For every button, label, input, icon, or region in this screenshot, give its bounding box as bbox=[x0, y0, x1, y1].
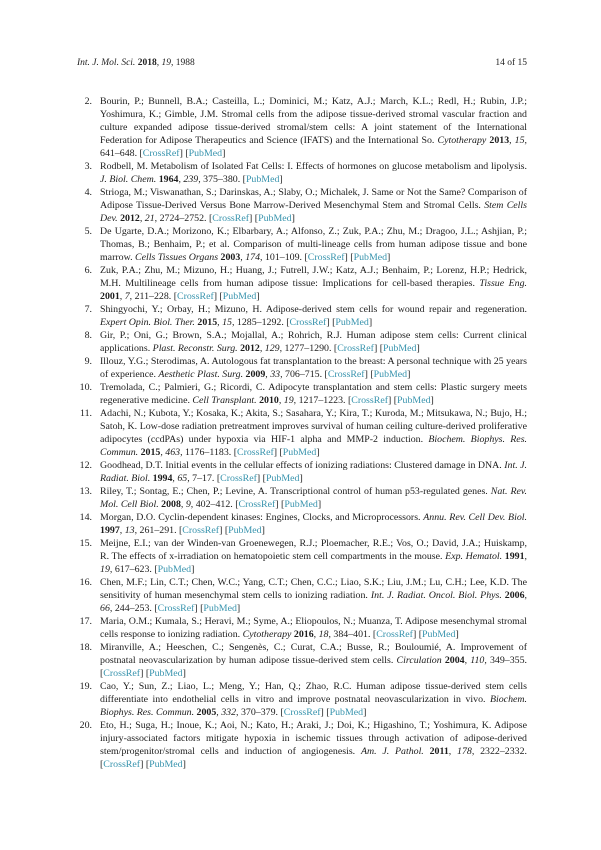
pubmed-link[interactable]: PubMed bbox=[282, 447, 317, 458]
text-segment: Tissue Eng. bbox=[479, 278, 527, 289]
reference-list bbox=[77, 95, 527, 771]
text-segment: 2015 bbox=[140, 447, 161, 458]
running-head-journal bbox=[77, 57, 195, 69]
text-segment: 9 bbox=[185, 499, 191, 510]
text-segment: Adachi, N.; Kubota, Y.; Kosaka, K.; Akita, S.; Sasahara, Y.; Kira, T.; Kuroda, M.; Mitsukawa, N.; Bujo, H.; Satoh, K. Low-dose radiation pretreatment improves survival of human ceiling culture-derived proliferative adipocytes (ccdPAs) under hypoxia via HIF-1 alpha and MMP-2 induction. bbox=[100, 408, 527, 445]
text-segment: 2012 bbox=[240, 343, 260, 354]
crossref-link[interactable]: CrossRef bbox=[176, 291, 214, 302]
text-segment: ] [ bbox=[256, 473, 266, 484]
text-segment: Nat. Rev. Mol. Cell Biol. bbox=[100, 486, 527, 510]
text-segment: Maria, O.M.; Kumala, S.; Heravi, M.; Syme, A.; Eliopoulos, N.; Muanza, T. Adipose mesenchymal stromal cells response to ionizing radiation. bbox=[100, 616, 527, 640]
text-segment: 19 bbox=[100, 564, 110, 575]
reference-number: 8. bbox=[84, 330, 92, 341]
text-segment: 66 bbox=[100, 603, 110, 614]
pubmed-link[interactable]: PubMed bbox=[203, 603, 237, 614]
pubmed-link[interactable]: PubMed bbox=[258, 213, 292, 224]
text-segment: 2016 bbox=[293, 629, 314, 640]
text-segment: ] [ bbox=[388, 395, 398, 406]
text-segment: , bbox=[178, 174, 184, 185]
text-segment: ] bbox=[236, 603, 241, 614]
crossref-link[interactable]: CrossRef bbox=[238, 499, 276, 510]
text-segment: Illouz, Y.G.; Sterodimas, A. Autologous fat transplantation to the breast: A personal technique with 25 years of experience. bbox=[100, 356, 527, 380]
pubmed-link[interactable]: PubMed bbox=[228, 525, 262, 536]
reference-text bbox=[100, 329, 527, 355]
text-segment: 2004 bbox=[444, 655, 465, 666]
crossref-link[interactable]: CrossRef bbox=[376, 629, 413, 640]
running-head-page-number: 14 of 15 bbox=[495, 58, 527, 68]
pubmed-link[interactable]: PubMed bbox=[222, 291, 257, 302]
reference-number: 15. bbox=[79, 538, 92, 549]
text-segment: , bbox=[240, 252, 246, 263]
text-segment: 178 bbox=[457, 746, 472, 757]
reference-item bbox=[77, 355, 527, 381]
text-segment: 463 bbox=[165, 447, 181, 458]
text-segment: , 7–17. [ bbox=[187, 473, 221, 484]
text-segment: ] bbox=[222, 148, 226, 159]
text-segment: , 349–355. [ bbox=[100, 655, 528, 679]
text-segment: 18 bbox=[318, 629, 329, 640]
text-segment: 15 bbox=[222, 317, 232, 328]
text-segment: 332 bbox=[221, 707, 237, 718]
text-segment: Rodbell, M. Metabolism of Isolated Fat Cells: I. Effects of hormones on glucose metabolism and lipolysis. bbox=[100, 161, 527, 172]
reference-number: 14. bbox=[79, 512, 92, 523]
reference-text bbox=[100, 355, 527, 381]
text-segment: 2018 bbox=[137, 58, 157, 68]
text-segment: , 402–412. [ bbox=[190, 499, 239, 510]
text-segment: 15 bbox=[514, 135, 525, 146]
reference-item bbox=[77, 303, 527, 329]
crossref-link[interactable]: CrossRef bbox=[289, 317, 327, 328]
text-segment: Shingyochi, Y.; Orbay, H.; Mizuno, H. Adipose-derived stem cells for wound repair and regeneration. bbox=[100, 304, 527, 315]
reference-item bbox=[77, 407, 527, 459]
text-segment: ] bbox=[430, 395, 434, 406]
text-segment: ] [ bbox=[320, 707, 330, 718]
text-segment: ] bbox=[387, 252, 391, 263]
crossref-link[interactable]: CrossRef bbox=[236, 447, 274, 458]
reference-item bbox=[77, 680, 527, 719]
crossref-link[interactable]: CrossRef bbox=[103, 668, 141, 679]
text-segment: ] [ bbox=[140, 759, 150, 770]
text-segment: Int. J. Mol. Sci. bbox=[77, 58, 138, 68]
reference-text bbox=[100, 485, 527, 511]
reference-text bbox=[100, 641, 527, 680]
text-segment: ] bbox=[261, 525, 265, 536]
text-segment: J. Biol. Chem. bbox=[100, 174, 159, 185]
text-segment: Bourin, P.; Bunnell, B.A.; Casteilla, L.; Dominici, M.; Katz, A.J.; March, K.L.; Redl, H.; Rubin, J.P.; Yoshimura, K.; Gimble, J.M. Stromal cells from the adipose tissue-derived stromal vascular fraction and culture expanded adipose tissue-derived stromal/stem cells: A joint statement of the International Federation for Adipose Therapeutics and Science (IFATS) and the International So. bbox=[100, 96, 527, 146]
text-segment: ] bbox=[279, 174, 283, 185]
reference-item bbox=[77, 186, 527, 225]
text-segment: , 261–291. [ bbox=[134, 525, 183, 536]
text-segment: ] bbox=[191, 564, 195, 575]
pubmed-link[interactable]: PubMed bbox=[265, 473, 300, 484]
crossref-link[interactable]: CrossRef bbox=[182, 525, 220, 536]
text-segment: Int. J. Radiat. Oncol. Biol. Phys. bbox=[370, 590, 505, 601]
text-segment: ] [ bbox=[140, 668, 150, 679]
reference-number: 13. bbox=[79, 486, 92, 497]
text-segment: ] [ bbox=[326, 317, 336, 328]
text-segment: ] [ bbox=[249, 213, 259, 224]
text-segment: ] [ bbox=[373, 343, 383, 354]
text-segment: Cell Transplant. bbox=[192, 395, 260, 406]
text-segment: , bbox=[119, 291, 125, 302]
text-segment: ] bbox=[368, 317, 373, 328]
text-segment: ] bbox=[407, 369, 411, 380]
reference-number: 18. bbox=[79, 642, 92, 653]
text-segment: Expert Opin. Biol. Ther. bbox=[100, 317, 198, 328]
text-segment: ] bbox=[299, 473, 303, 484]
reference-number: 5. bbox=[84, 226, 92, 237]
reference-text bbox=[100, 407, 527, 459]
pubmed-link[interactable]: PubMed bbox=[149, 668, 183, 679]
text-segment: 2001 bbox=[100, 291, 120, 302]
text-segment: 33 bbox=[270, 369, 281, 380]
text-segment: , 1277–1290. [ bbox=[279, 343, 338, 354]
crossref-link[interactable]: CrossRef bbox=[337, 343, 374, 354]
reference-number: 4. bbox=[84, 187, 92, 198]
text-segment: , bbox=[265, 369, 271, 380]
text-segment: ] [ bbox=[364, 369, 374, 380]
text-segment: 2013 bbox=[489, 135, 510, 146]
reference-number: 20. bbox=[79, 720, 92, 731]
text-segment: , bbox=[180, 499, 186, 510]
reference-item bbox=[77, 225, 527, 264]
text-segment: 2005 bbox=[196, 707, 217, 718]
text-segment: 2008 bbox=[161, 499, 181, 510]
text-segment: 19 bbox=[283, 395, 294, 406]
reference-text bbox=[100, 160, 527, 186]
reference-text bbox=[100, 225, 527, 264]
text-segment: ] [ bbox=[273, 447, 283, 458]
reference-item bbox=[77, 95, 527, 160]
crossref-link[interactable]: CrossRef bbox=[307, 252, 345, 263]
text-segment: , bbox=[313, 629, 319, 640]
text-segment: Biochem. Biophys. Res. Commun. bbox=[100, 694, 527, 718]
text-segment: Meijne, E.I.; van der Winden-van Groenewegen, R.J.; Ploemacher, R.E.; Vos, O.; David, J.A.; Huiskamp, R. The effects of x-irradiation on hematopoietic stem cell compartments in the mouse. bbox=[100, 538, 527, 562]
text-segment: Int. J. Radiat. Biol. bbox=[100, 460, 527, 484]
text-segment: , bbox=[509, 135, 515, 146]
text-segment: ] bbox=[316, 447, 320, 458]
text-segment: ] bbox=[455, 629, 459, 640]
reference-text bbox=[100, 381, 527, 407]
text-segment: De Ugarte, D.A.; Morizono, K.; Elbarbary, A.; Alfonso, Z.; Zuk, P.A.; Zhu, M.; Dragoo, J.L.; Ashjian, P.; Thomas, B.; Benhaim, P.; et al. Comparison of multi-lineage cells from human adipose tissue and bone marrow. bbox=[100, 226, 527, 263]
reference-item bbox=[77, 615, 527, 641]
text-segment: , 2724–2752. [ bbox=[154, 213, 213, 224]
reference-item bbox=[77, 641, 527, 680]
text-segment: , bbox=[217, 317, 223, 328]
text-segment: Cells Tissues Organs bbox=[135, 252, 221, 263]
text-segment: , bbox=[278, 395, 284, 406]
text-segment: ] bbox=[256, 291, 260, 302]
text-segment: , 1988 bbox=[170, 58, 195, 68]
crossref-link[interactable]: CrossRef bbox=[283, 707, 321, 718]
text-segment: Cytotherapy bbox=[437, 135, 490, 146]
reference-item bbox=[77, 264, 527, 303]
text-segment: Annu. Rev. Cell Dev. Biol. bbox=[423, 512, 527, 523]
text-segment: Plast. Reconstr. Surg. bbox=[152, 343, 241, 354]
reference-text bbox=[100, 615, 527, 641]
reference-number: 17. bbox=[79, 616, 92, 627]
pubmed-link[interactable]: PubMed bbox=[329, 707, 364, 718]
pubmed-link[interactable]: PubMed bbox=[188, 148, 223, 159]
reference-number: 19. bbox=[79, 681, 92, 692]
text-segment: 2011 bbox=[429, 746, 449, 757]
pubmed-link[interactable]: PubMed bbox=[245, 174, 280, 185]
reference-text bbox=[100, 576, 527, 615]
text-segment: 2015 bbox=[197, 317, 218, 328]
text-segment: , bbox=[119, 525, 125, 536]
reference-item bbox=[77, 459, 527, 485]
reference-number: 11. bbox=[80, 408, 92, 419]
pubmed-link[interactable]: PubMed bbox=[353, 252, 388, 263]
text-segment: 2006 bbox=[504, 590, 525, 601]
crossref-link[interactable]: CrossRef bbox=[327, 369, 365, 380]
reference-number: 2. bbox=[84, 96, 92, 107]
reference-item bbox=[77, 485, 527, 511]
text-segment: , bbox=[160, 447, 166, 458]
text-segment: 1964 bbox=[158, 174, 179, 185]
crossref-link[interactable]: CrossRef bbox=[142, 148, 180, 159]
text-segment: 2010 bbox=[259, 395, 279, 406]
text-segment: 19 bbox=[161, 58, 171, 68]
pubmed-link[interactable]: PubMed bbox=[335, 317, 369, 328]
text-segment: Morgan, D.O. Cyclin-dependent kinases: Engines, Clocks, and Microprocessors. bbox=[100, 512, 424, 523]
pubmed-link[interactable]: PubMed bbox=[383, 343, 417, 354]
text-segment: 110 bbox=[470, 655, 485, 666]
text-segment: , 2322–2332. [ bbox=[100, 746, 527, 770]
reference-number: 16. bbox=[79, 577, 92, 588]
text-segment: Eto, H.; Suga, H.; Inoue, K.; Aoi, N.; Kato, H.; Araki, J.; Doi, K.; Higashino, T.; Yoshimura, K. Adipose injury-associated factors mitigate hypoxia in ischemic tissues through activation of adipose-derived stem/progenitor/stromal cells and induction of angiogenesis. bbox=[100, 720, 527, 757]
text-segment: Goodhead, D.T. Initial events in the cellular effects of ionizing radiations: Clustered damage in DNA. bbox=[100, 460, 505, 471]
text-segment: 21 bbox=[144, 213, 155, 224]
text-segment: Exp. Hematol. bbox=[445, 551, 505, 562]
text-segment: , 706–715. [ bbox=[280, 369, 328, 380]
text-segment: , 617–623. [ bbox=[109, 564, 158, 575]
reference-item bbox=[77, 381, 527, 407]
text-segment: Cao, Y.; Sun, Z.; Liao, L.; Meng, Y.; Han, Q.; Zhao, R.C. Human adipose tissue-derived stem cells differentiate into endothelial cells in vitro and improve postnatal neovascularization in vivo. bbox=[100, 681, 527, 705]
text-segment: 239 bbox=[183, 174, 199, 185]
reference-number: 7. bbox=[84, 304, 92, 315]
text-segment: , bbox=[139, 213, 145, 224]
text-segment: , bbox=[172, 473, 178, 484]
text-segment: 7 bbox=[124, 291, 130, 302]
text-segment: ] [ bbox=[219, 525, 229, 536]
text-segment: , 641–648. [ bbox=[100, 135, 528, 159]
pubmed-link[interactable]: PubMed bbox=[284, 499, 318, 510]
reference-item bbox=[77, 537, 527, 576]
pubmed-link[interactable]: PubMed bbox=[397, 395, 431, 406]
text-segment: 2003 bbox=[220, 252, 241, 263]
reference-item bbox=[77, 576, 527, 615]
text-segment: ] [ bbox=[194, 603, 204, 614]
pubmed-link[interactable]: PubMed bbox=[157, 564, 192, 575]
text-segment: ] [ bbox=[213, 291, 223, 302]
text-segment: Aesthetic Plast. Surg. bbox=[158, 369, 246, 380]
text-segment: ] bbox=[291, 213, 295, 224]
reference-text bbox=[100, 459, 527, 485]
reference-number: 6. bbox=[84, 265, 92, 276]
crossref-link[interactable]: CrossRef bbox=[212, 213, 250, 224]
text-segment: 1997 bbox=[100, 525, 120, 536]
text-segment: 65 bbox=[177, 473, 188, 484]
reference-text bbox=[100, 719, 527, 771]
crossref-link[interactable]: CrossRef bbox=[157, 603, 195, 614]
text-segment: , 375–380. [ bbox=[198, 174, 246, 185]
text-segment: , bbox=[448, 746, 458, 757]
pubmed-link[interactable]: PubMed bbox=[373, 369, 408, 380]
text-segment: , 1176–1183. [ bbox=[180, 447, 237, 458]
text-segment: ] [ bbox=[344, 252, 354, 263]
text-segment: Biochem. Biophys. Res. Commun. bbox=[100, 434, 528, 458]
crossref-link[interactable]: CrossRef bbox=[220, 473, 257, 484]
reference-item bbox=[77, 511, 527, 537]
text-segment: 129 bbox=[264, 343, 280, 354]
reference-text bbox=[100, 186, 527, 225]
text-segment: ] bbox=[182, 759, 186, 770]
text-segment: ] bbox=[416, 343, 420, 354]
text-segment: , 1217–1223. [ bbox=[293, 395, 352, 406]
text-segment: Tremolada, C.; Palmieri, G.; Ricordi, C. Adipocyte transplantation and stem cells: Plastic surgery meets regenerative medicine. bbox=[100, 382, 527, 406]
text-segment: , 211–228. [ bbox=[129, 291, 177, 302]
text-segment: Cytotherapy bbox=[242, 629, 294, 640]
text-segment: ] bbox=[363, 707, 367, 718]
text-segment: , bbox=[464, 655, 471, 666]
running-head bbox=[77, 57, 527, 69]
text-segment: 2009 bbox=[245, 369, 266, 380]
text-segment: Strioga, M.; Viswanathan, S.; Darinskas, A.; Slaby, O.; Michalek, J. Same or Not the Same? Comparison of Adipose Tissue-Derived Versus Bone Marrow-Derived Mesenchymal Stem and Stromal Cells. bbox=[100, 187, 527, 211]
text-segment: 2012 bbox=[120, 213, 140, 224]
text-segment: Riley, T.; Sontag, E.; Chen, P.; Levine, A. Transcriptional control of human p53-regulated genes. bbox=[100, 486, 491, 497]
text-segment: Gir, P.; Oni, G.; Brown, S.A.; Mojallal, A.; Rohrich, R.J. Human adipose stem cells: Current clinical applications. bbox=[100, 330, 527, 354]
reference-text bbox=[100, 303, 527, 329]
reference-text bbox=[100, 680, 527, 719]
text-segment: ] [ bbox=[179, 148, 189, 159]
text-segment: ] [ bbox=[275, 499, 285, 510]
crossref-link[interactable]: CrossRef bbox=[351, 395, 388, 406]
text-segment: , 1285–1292. [ bbox=[231, 317, 290, 328]
text-segment: ] bbox=[317, 499, 322, 510]
text-segment: 174 bbox=[245, 252, 261, 263]
text-segment: 13 bbox=[124, 525, 135, 536]
text-segment: , bbox=[216, 707, 222, 718]
text-segment: , 370–379. [ bbox=[236, 707, 284, 718]
text-segment: , 101–109. [ bbox=[260, 252, 308, 263]
reference-number: 3. bbox=[84, 161, 92, 172]
reference-item bbox=[77, 329, 527, 355]
text-segment: ] [ bbox=[412, 629, 423, 640]
text-segment: Miranville, A.; Heeschen, C.; Sengenès, C.; Curat, C.A.; Busse, R.; Bouloumié, A. Improvement of postnatal neovascularization by human adipose tissue-derived stem cells. bbox=[100, 642, 527, 666]
text-segment: , 244–253. [ bbox=[109, 603, 158, 614]
reference-text bbox=[100, 537, 527, 576]
text-segment: 1994 bbox=[152, 473, 173, 484]
text-segment: , bbox=[156, 58, 162, 68]
reference-number: 9. bbox=[84, 356, 92, 367]
text-segment: ] bbox=[182, 668, 186, 679]
text-segment: Chen, M.F.; Lin, C.T.; Chen, W.C.; Yang, C.T.; Chen, C.C.; Liao, S.K.; Liu, J.M.; Lu, C.H.; Lee, K.D. The sensitivity of human mesenchymal stem cells to ionizing radiation. bbox=[100, 577, 527, 601]
text-segment: , bbox=[524, 551, 527, 562]
reference-number: 10. bbox=[79, 382, 92, 393]
reference-item bbox=[77, 719, 527, 771]
text-segment: Zuk, P.A.; Zhu, M.; Mizuno, H.; Huang, J.; Futrell, J.W.; Katz, A.J.; Benhaim, P.; Lorenz, H.P.; Hedrick, M.H. Multilineage cells from human adipose tissue: Implications for cell-based therapies. bbox=[100, 265, 527, 289]
text-segment: Circulation bbox=[396, 655, 445, 666]
pubmed-link[interactable]: PubMed bbox=[149, 759, 183, 770]
reference-text bbox=[100, 511, 527, 537]
reference-item bbox=[77, 160, 527, 186]
pubmed-link[interactable]: PubMed bbox=[422, 629, 456, 640]
text-segment: Stem Cells Dev. bbox=[100, 200, 528, 224]
text-segment: , bbox=[524, 590, 527, 601]
text-segment: , 384–401. [ bbox=[328, 629, 377, 640]
text-segment: Am. J. Pathol. bbox=[360, 746, 430, 757]
crossref-link[interactable]: CrossRef bbox=[103, 759, 141, 770]
reference-text bbox=[100, 95, 527, 160]
reference-text bbox=[100, 264, 527, 303]
text-segment: , bbox=[259, 343, 265, 354]
text-segment: 1991 bbox=[504, 551, 525, 562]
reference-number: 12. bbox=[79, 460, 92, 471]
